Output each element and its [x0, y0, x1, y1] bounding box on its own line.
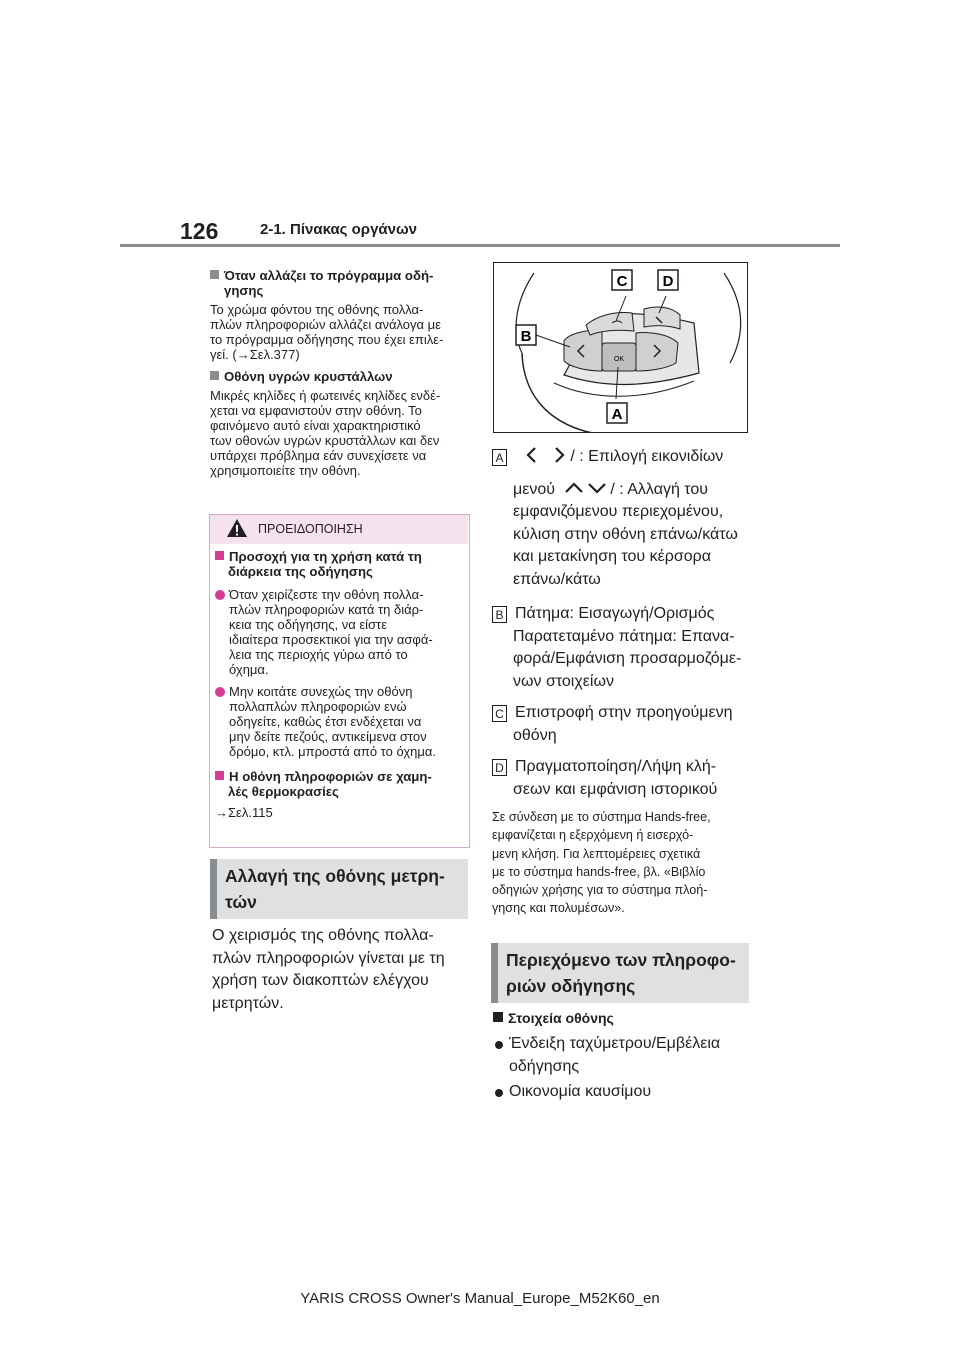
warning-title: ΠΡΟΕΙΔΟΠΟΙΗΣΗ [258, 522, 363, 536]
bullet-icon [495, 1089, 503, 1097]
s2-body: Μικρές κηλίδες ή φωτεινές κηλίδες ενδέ- χεται να εμφανιστούν στην οθόνη. Το φαινόμενο αυτό είναι χαρακτηριστικό των οθονών υγρών κρυστάλλων και δεν υπάρχει πρόβλημα εάν συνεχίσετε να χρησιμοποιείτε την οθόνη. [210, 388, 441, 478]
label-d-box: D [492, 759, 507, 776]
figure-label-b: B [520, 328, 532, 345]
square-bullet-icon [215, 771, 224, 780]
page-number: 126 [180, 218, 219, 244]
ok-button-label: OK [613, 356, 625, 363]
meter-display-paragraph: Ο χειρισμός της οθόνης πολλα- πλών πληροφοριών γίνεται με τη χρήση των διακοπτών ελέγχου μετρητών. [212, 927, 445, 1012]
warning-content [215, 549, 465, 820]
square-bullet-icon [493, 1012, 503, 1022]
item-b: B Πάτημα: Εισαγωγή/Ορισμός Παρατεταμένο πάτημα: Επανα- φορά/Εμφάνιση προσαρμοζόμε- νων στοιχείων [492, 603, 762, 693]
figure-label-d: D [662, 273, 674, 290]
item-c: C Επιστροφή στην προηγούμενη οθόνη [492, 702, 762, 747]
label-a-box: A [492, 449, 507, 466]
figure-label-c: C [616, 273, 628, 290]
label-b-box: B [492, 606, 507, 623]
item-d: D Πραγματοποίηση/Λήψη κλή- σεων και εμφάνιση ιστορικού [492, 756, 762, 801]
square-bullet-icon [210, 270, 219, 279]
square-bullet-icon [210, 371, 219, 380]
list-item: Ένδειξη ταχύμετρου/Εμβέλεια οδήγησης [493, 1033, 763, 1078]
display-items-subheading: Στοιχεία οθόνης [493, 1010, 614, 1026]
warning-h2: Η οθόνη πληροφοριών σε χαμη- λές θερμοκρασίες [215, 769, 465, 799]
section-heading-driving-info: Περιεχόμενο των πληροφο- ριών οδήγησης [491, 943, 749, 1003]
list-item: Οικονομία καυσίμου [493, 1081, 763, 1104]
hands-free-note: Σε σύνδεση με το σύστημα Hands-free, εμφανίζεται η εξερχόμενη ή εισερχό- μενη κλήση. Για λεπτομέρειες σχετικά με το σύστημα hands-free, βλ. «Βιβλίο οδηγιών χρήσης για το σύστημα πλοή- γησης και πολυμέσων». [492, 810, 711, 916]
page-footer: YARIS CROSS Owner's Manual_Europe_M52K60_en [300, 1290, 660, 1307]
chevron-up-icon [565, 482, 583, 494]
warning-h1: Προσοχή για τη χρήση κατά τη διάρκεια της οδήγησης [215, 549, 465, 579]
circle-bullet-icon [215, 590, 225, 600]
chevron-right-icon [554, 447, 566, 463]
section-heading-meter-display: Αλλαγή της οθόνης μετρη- τών [210, 859, 468, 919]
steering-switch-figure [493, 262, 748, 433]
display-items-list [493, 1033, 763, 1104]
warning-bullet-1: Όταν χειρίζεστε την οθόνη πολλα- πλών πληροφοριών κατά τη διάρ- κεια της οδήγησης, να είστε ιδιαίτερα προσεκτικοί για την ασφά- λεια της περιοχής γύρω από το όχημα. [215, 587, 465, 677]
chevron-down-icon [588, 482, 606, 494]
s1-heading: Όταν αλλάζει το πρόγραμμα οδή- γησης [210, 268, 470, 298]
square-bullet-icon [215, 551, 224, 560]
bullet-icon [495, 1041, 503, 1049]
warning-triangle-icon [226, 518, 248, 538]
section-title: 2-1. Πίνακας οργάνων [260, 221, 417, 238]
warning-bullet-2: Μην κοιτάτε συνεχώς την οθόνη πολλαπλών πληροφοριών ενώ οδηγείτε, καθώς έτσι ενδέχεται να μην δείτε πεζούς, αντικείμενα στον δρόμο, κτλ. μπροστά από το όχημα. [215, 684, 465, 759]
steering-wheel-illustration [494, 263, 748, 433]
header-rule [120, 244, 840, 247]
left-column-intro [210, 268, 470, 478]
circle-bullet-icon [215, 687, 225, 697]
figure-label-a: A [611, 406, 623, 423]
warning-ref: →Σελ.115 [215, 805, 273, 820]
label-c-box: C [492, 705, 507, 722]
chevron-left-icon [525, 447, 537, 463]
s1-body: Το χρώμα φόντου της οθόνης πολλα- πλών πληροφοριών αλλάζει ανάλογα με το πρόγραμμα οδήγησης που έχει επιλε- γεί. (→Σελ.377) [210, 302, 444, 362]
s2-heading: Οθόνη υγρών κρυστάλλων [210, 369, 470, 384]
item-a: A / : Επιλογή εικονιδίων μενού / : Αλλαγή του εμφανιζόμενου περιεχομένου, κύλιση στην οθόνη επάνω/κάτω και μετακίνηση του κέρσορα επάνω/κάτω [492, 446, 762, 591]
